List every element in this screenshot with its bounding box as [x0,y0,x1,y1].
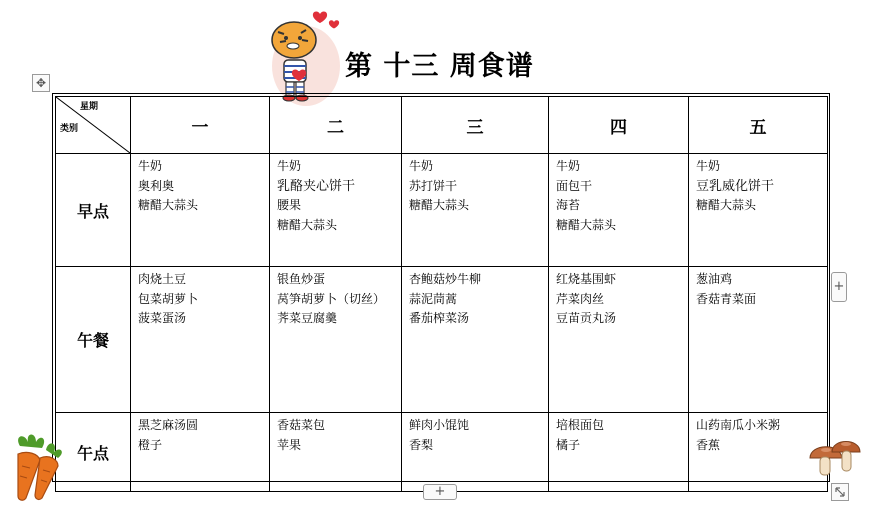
category-cell[interactable]: 午餐 [56,267,131,413]
dish-item: 蒜泥茼蒿 [409,291,458,306]
dish-item: 香菇菜包 [277,418,326,432]
dish-item: 牛奶 [138,159,163,173]
dish-item: 菠菜蛋汤 [138,311,187,325]
menu-cell[interactable] [402,267,549,413]
mushroom-icon [804,436,864,480]
dish-item: 番茄榨菜汤 [409,311,470,325]
dish-item: 包菜胡萝卜 [138,291,199,306]
dish-item: 香梨 [409,437,434,452]
menu-cell[interactable] [270,413,402,492]
corner-label-weekday: 星期 [80,102,99,112]
dish-item: 山药南瓜小米粥 [696,418,781,432]
dish-item: 鲜肉小馄饨 [409,418,470,432]
menu-cell[interactable] [549,267,689,413]
day-header-cell[interactable]: 四 [549,97,689,154]
table-row-lunch [56,267,828,413]
menu-cell[interactable] [689,267,828,413]
day-header-cell[interactable]: 五 [689,97,828,154]
dish-item: 腰果 [277,198,302,212]
dish-item: 橘子 [556,437,581,452]
dish-item: 豆苗贡丸汤 [556,311,617,325]
dish-item: 苏打饼干 [409,178,458,193]
carrot-icon [0,432,80,502]
add-row-button[interactable]: + [423,484,457,500]
add-column-button[interactable]: + [831,272,847,302]
dish-item: 糖醋大蒜头 [138,198,199,212]
dish-item: 荠菜豆腐羹 [277,311,338,325]
dish-item: 培根面包 [556,418,605,432]
weekly-menu-table [55,96,828,492]
menu-cell[interactable] [549,413,689,492]
menu-cell[interactable] [270,267,402,413]
dish-item: 杏鲍菇炒牛柳 [409,272,482,286]
table-row-breakfast [56,154,828,267]
menu-cell[interactable] [549,154,689,267]
table-move-handle-icon[interactable]: ✥ [32,74,50,92]
dish-item: 香蕉 [696,437,721,452]
menu-cell[interactable] [689,154,828,267]
corner-label-category: 类别 [60,124,79,134]
category-cell[interactable]: 午点 [56,413,131,492]
menu-cell[interactable] [131,413,270,492]
menu-cell[interactable] [131,154,270,267]
dish-item: 葱油鸡 [696,272,733,286]
dish-item: 豆乳威化饼干 [696,178,775,194]
dish-item: 苹果 [277,437,302,452]
corner-cell[interactable] [56,97,131,154]
dish-item: 糖醋大蒜头 [409,198,470,212]
menu-cell[interactable] [402,413,549,492]
dish-item: 糖醋大蒜头 [556,217,617,232]
dish-item: 牛奶 [696,159,721,173]
dish-item: 莴笋胡萝卜（切丝） [277,291,386,306]
dish-item: 糖醋大蒜头 [277,217,338,232]
dish-item: 红烧基围虾 [556,272,617,286]
page-title: 第 十三 周食谱 [345,51,534,82]
day-header-cell[interactable]: 三 [402,97,549,154]
dish-item: 奥利奥 [138,178,175,193]
menu-cell[interactable] [402,154,549,267]
dish-item: 糖醋大蒜头 [696,198,757,212]
menu-cell[interactable] [131,267,270,413]
table-resize-handle-icon[interactable] [831,483,849,501]
table-header-row [56,97,828,154]
dish-item: 香菇青菜面 [696,291,757,306]
menu-cell[interactable] [270,154,402,267]
dish-item: 乳酪夹心饼干 [277,178,356,194]
dish-item: 银鱼炒蛋 [277,272,326,286]
dish-item: 橙子 [138,437,163,452]
category-cell[interactable]: 早点 [56,154,131,267]
dish-item: 黑芝麻汤圆 [138,418,199,432]
dish-item: 牛奶 [556,159,581,173]
dish-item: 牛奶 [409,159,434,173]
dish-item: 芹菜肉丝 [556,291,605,306]
dish-item: 海苔 [556,198,581,212]
table-row-afternoon-snack [56,413,828,492]
dish-item: 面包干 [556,178,593,193]
dish-item: 肉烧土豆 [138,272,187,286]
day-header-cell[interactable]: 一 [131,97,270,154]
dish-item: 牛奶 [277,159,302,173]
day-header-cell[interactable]: 二 [270,97,402,154]
